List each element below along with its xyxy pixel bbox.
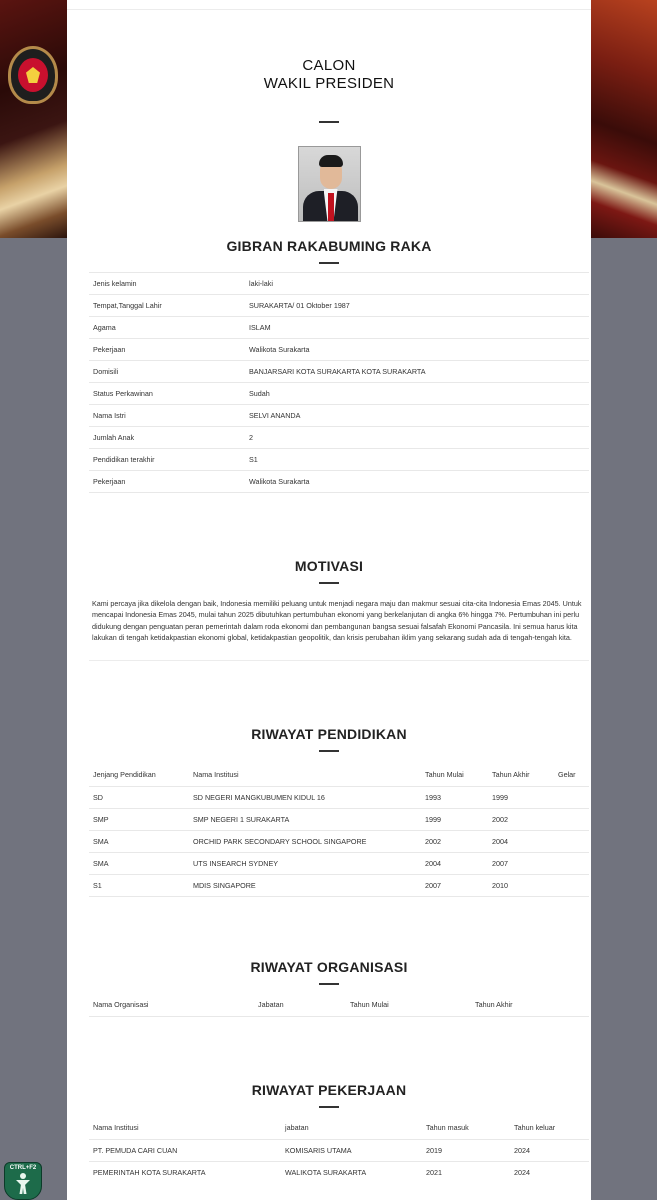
banner-right <box>590 0 657 238</box>
pendidikan-title: RIWAYAT PENDIDIKAN <box>251 726 407 742</box>
candidate-photo-wrapper <box>67 146 591 222</box>
biodata-value: Sudah <box>249 389 270 398</box>
biodata-value: SELVI ANANDA <box>249 411 301 420</box>
organisasi-title: RIWAYAT ORGANISASI <box>250 959 408 975</box>
card-top-divider <box>67 0 591 10</box>
page-title <box>67 57 591 93</box>
col-gelar: Gelar <box>558 770 576 780</box>
col-institusi: Nama Institusi <box>193 770 239 780</box>
pendidikan-cell-gelar <box>554 786 589 808</box>
pekerjaan-cell-jabatan: WALIKOTA SURAKARTA <box>285 1167 367 1177</box>
pekerjaan-row <box>89 1161 589 1183</box>
biodata-label: Agama <box>93 323 116 332</box>
col-jenjang: Jenjang Pendidikan <box>93 770 156 780</box>
organisasi-header-row <box>89 994 589 1016</box>
pendidikan-cell-gelar <box>554 808 589 830</box>
biodata-label: Jenis kelamin <box>93 279 137 288</box>
pendidikan-cell-jenjang: S1 <box>93 880 102 890</box>
pekerjaan-header-row <box>89 1117 589 1139</box>
accessibility-figure-icon <box>16 1173 30 1195</box>
ctrl-f2-badge <box>4 1162 42 1200</box>
pendidikan-cell-jenjang: SD <box>93 792 103 802</box>
biodata-label: Jumlah Anak <box>93 433 135 442</box>
pendidikan-cell-tahun-mulai: 2002 <box>425 836 441 846</box>
pendidikan-row <box>89 808 589 830</box>
pekerjaan-table <box>89 1117 589 1183</box>
biodata-value: Walikota Surakarta <box>249 477 310 486</box>
pekerjaan-cell-tahun-masuk: 2019 <box>426 1145 442 1155</box>
pendidikan-cell-tahun-akhir: 2007 <box>492 858 508 868</box>
biodata-end-row <box>89 493 589 494</box>
pendidikan-header <box>67 726 591 752</box>
pekerjaan-cell-tahun-keluar: 2024 <box>514 1167 530 1177</box>
pendidikan-cell-institusi: MDIS SINGAPORE <box>193 880 256 890</box>
title-divider <box>67 113 591 123</box>
motivasi-title: MOTIVASI <box>294 558 364 574</box>
pendidikan-cell-jenjang: SMA <box>93 836 109 846</box>
candidate-name: GIBRAN RAKABUMING RAKA <box>226 238 432 254</box>
pendidikan-cell-tahun-akhir: 1999 <box>492 792 508 802</box>
biodata-value: ISLAM <box>249 323 271 332</box>
organisasi-divider <box>319 983 339 985</box>
col-tahun-masuk: Tahun masuk <box>426 1123 469 1133</box>
pendidikan-cell-tahun-mulai: 1999 <box>425 814 441 824</box>
pendidikan-cell-jenjang: SMA <box>93 858 109 868</box>
biodata-label: Nama Istri <box>93 411 126 420</box>
pendidikan-table <box>89 764 589 897</box>
pekerjaan-divider <box>319 1106 339 1108</box>
biodata-value: 2 <box>249 433 253 442</box>
pendidikan-cell-institusi: ORCHID PARK SECONDARY SCHOOL SINGAPORE <box>193 836 367 846</box>
col-nama-organisasi: Nama Organisasi <box>93 1000 149 1010</box>
organisasi-header <box>67 959 591 985</box>
biodata-row <box>89 427 589 449</box>
pekerjaan-cell-jabatan: KOMISARIS UTAMA <box>285 1145 352 1155</box>
motivasi-header <box>67 558 591 584</box>
pendidikan-divider <box>319 750 339 752</box>
pekerjaan-title: RIWAYAT PEKERJAAN <box>251 1082 407 1098</box>
organisasi-table <box>89 994 589 1017</box>
biodata-label: Domisili <box>93 367 119 376</box>
page-title-line1: CALON <box>302 57 356 74</box>
badge-label: CTRL+F2 <box>9 1165 37 1171</box>
pendidikan-cell-tahun-akhir: 2004 <box>492 836 508 846</box>
motivasi-divider <box>319 582 339 584</box>
biodata-label: Pekerjaan <box>93 345 126 354</box>
kpu-logo-icon <box>8 46 58 104</box>
biodata-row <box>89 361 589 383</box>
biodata-value: Walikota Surakarta <box>249 345 310 354</box>
pendidikan-cell-institusi: SMP NEGERI 1 SURAKARTA <box>193 814 290 824</box>
col-org-tahun-akhir: Tahun Akhir <box>475 1000 513 1010</box>
col-job-institusi: Nama Institusi <box>93 1123 139 1133</box>
pendidikan-row <box>89 830 589 852</box>
biodata-value: laki-laki <box>249 279 273 288</box>
biodata-label: Pekerjaan <box>93 477 126 486</box>
page-title-line2: WAKIL PRESIDEN <box>263 75 395 92</box>
pendidikan-cell-institusi: UTS INSEARCH SYDNEY <box>193 858 279 868</box>
col-org-tahun-mulai: Tahun Mulai <box>350 1000 389 1010</box>
biodata-row <box>89 471 589 493</box>
pendidikan-cell-jenjang: SMP <box>93 814 109 824</box>
biodata-table <box>89 272 589 494</box>
biodata-row <box>89 317 589 339</box>
pendidikan-cell-gelar <box>554 874 589 896</box>
pendidikan-cell-tahun-mulai: 2007 <box>425 880 441 890</box>
pekerjaan-header <box>67 1082 591 1108</box>
biodata-row <box>89 449 589 471</box>
candidate-photo <box>298 146 361 222</box>
pendidikan-cell-tahun-mulai: 1993 <box>425 792 441 802</box>
pendidikan-cell-institusi: SD NEGERI MANGKUBUMEN KIDUL 16 <box>193 792 325 802</box>
biodata-row <box>89 273 589 295</box>
col-tahun-akhir: Tahun Akhir <box>492 770 530 780</box>
col-jabatan: Jabatan <box>258 1000 284 1010</box>
pekerjaan-cell-tahun-keluar: 2024 <box>514 1145 530 1155</box>
biodata-value: S1 <box>249 455 258 464</box>
biodata-row <box>89 339 589 361</box>
banner-left <box>0 0 67 238</box>
biodata-row <box>89 383 589 405</box>
col-job-jabatan: jabatan <box>285 1123 309 1133</box>
biodata-row <box>89 405 589 427</box>
pendidikan-cell-tahun-akhir: 2002 <box>492 814 508 824</box>
biodata-label: Status Perkawinan <box>93 389 153 398</box>
col-tahun-mulai: Tahun Mulai <box>425 770 464 780</box>
pendidikan-cell-gelar <box>554 852 589 874</box>
candidate-name-divider <box>319 262 339 264</box>
biodata-row <box>89 295 589 317</box>
motivasi-end-divider <box>89 660 589 661</box>
candidate-name-block <box>67 238 591 264</box>
motivasi-text: Kami percaya jika dikelola dengan baik, Indonesia memiliki peluang untuk menjadi negara maju dan makmur sesuai cita-cita Indonesia Emas 2045. Untuk mencapai Indonesia Emas 2045, mulai tahun 2025 dibutuhkan pertumbuhan ekonomi yang berkelanjutan di angka 6% hingga 7%. Pertumbuhan ini perlu didukung dengan penguatan peran pemerintah dalam roda ekonomi dan pembangunan bangsa sesuai falsafah Ekonomi Pancasila. Ini semua harus kita lakukan di tengah ketidakpastian ekonomi global, ketidakpastian geopolitik, dan krisis perubahan iklim yang sekarang sudah ada di tengah-tengah kita. <box>92 599 582 642</box>
pendidikan-end-row <box>89 896 589 897</box>
pendidikan-row <box>89 874 589 896</box>
biodata-label: Pendidikan terakhir <box>93 455 155 464</box>
pendidikan-row <box>89 786 589 808</box>
biodata-value: BANJARSARI KOTA SURAKARTA KOTA SURAKARTA <box>249 367 426 376</box>
pekerjaan-cell-tahun-masuk: 2021 <box>426 1167 442 1177</box>
pendidikan-header-row <box>89 764 589 786</box>
pekerjaan-cell-institusi: PT. PEMUDA CARI CUAN <box>93 1145 178 1155</box>
candidate-card <box>67 0 591 1200</box>
biodata-label: Tempat,Tanggal Lahir <box>93 301 162 310</box>
pekerjaan-cell-institusi: PEMERINTAH KOTA SURAKARTA <box>93 1167 206 1177</box>
pendidikan-cell-tahun-mulai: 2004 <box>425 858 441 868</box>
col-tahun-keluar: Tahun keluar <box>514 1123 556 1133</box>
pekerjaan-row <box>89 1139 589 1161</box>
biodata-value: SURAKARTA/ 01 Oktober 1987 <box>249 301 350 310</box>
pendidikan-row <box>89 852 589 874</box>
pendidikan-cell-gelar <box>554 830 589 852</box>
pendidikan-cell-tahun-akhir: 2010 <box>492 880 508 890</box>
